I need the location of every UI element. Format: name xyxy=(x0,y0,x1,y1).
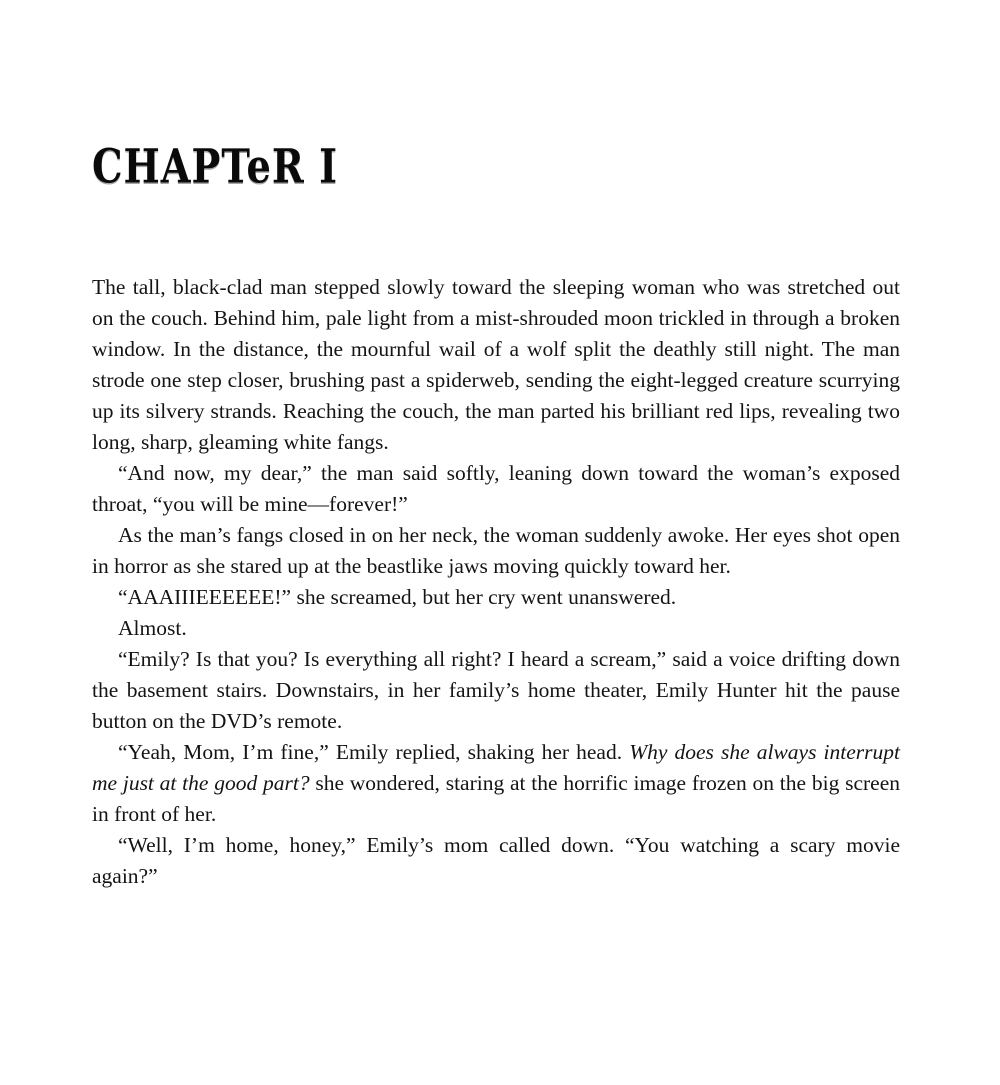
text-run: “Yeah, Mom, I’m fine,” Emily replied, shaking her head. xyxy=(118,740,630,764)
text-run: Almost. xyxy=(118,616,187,640)
text-run: “AAAIIIEEEEEE!” she screamed, but her cry went unanswered. xyxy=(118,585,677,609)
body-paragraph xyxy=(92,520,900,582)
text-run: she wondered, staring at the horrific image frozen on the big screen in front of her. xyxy=(92,771,900,826)
body-paragraph xyxy=(92,830,900,892)
text-run: “Emily? Is that you? Is everything all right? I heard a scream,” said a voice drifting down the basement stairs. Downstairs, in her family’s home theater, Emily Hunter hit the pause button on the DVD’s remote. xyxy=(92,647,900,733)
body-paragraph xyxy=(92,458,900,520)
text-run: “Well, I’m home, honey,” Emily’s mom called down. “You watching a scary movie again?” xyxy=(92,833,900,888)
text-run: The tall, black-clad man stepped slowly toward the sleeping woman who was stretched out on the couch. Behind him, pale light from a mist-shrouded moon trickled in through a broken window. In the distance, the mournful wail of a wolf split the deathly still night. The man strode one step closer, brushing past a spiderweb, sending the eight-legged creature scurrying up its silvery strands. Reaching the couch, the man parted his brilliant red lips, revealing two long, sharp, gleaming white fangs. xyxy=(92,275,900,454)
body-paragraph xyxy=(92,737,900,830)
text-run: As the man’s fangs closed in on her neck, the woman suddenly awoke. Her eyes shot open in horror as she stared up at the beastlike jaws moving quickly toward her. xyxy=(92,523,900,578)
chapter-body xyxy=(92,272,900,892)
body-paragraph xyxy=(92,272,900,458)
body-paragraph xyxy=(92,613,900,644)
italic-run: Why does she always interrupt me just at the good part? xyxy=(92,740,900,795)
body-paragraph xyxy=(92,582,900,613)
body-paragraph xyxy=(92,644,900,737)
chapter-heading: CHAPTeR I xyxy=(92,138,338,195)
text-run: “And now, my dear,” the man said softly, leaning down toward the woman’s exposed throat, “you will be mine—forever!” xyxy=(92,461,900,516)
